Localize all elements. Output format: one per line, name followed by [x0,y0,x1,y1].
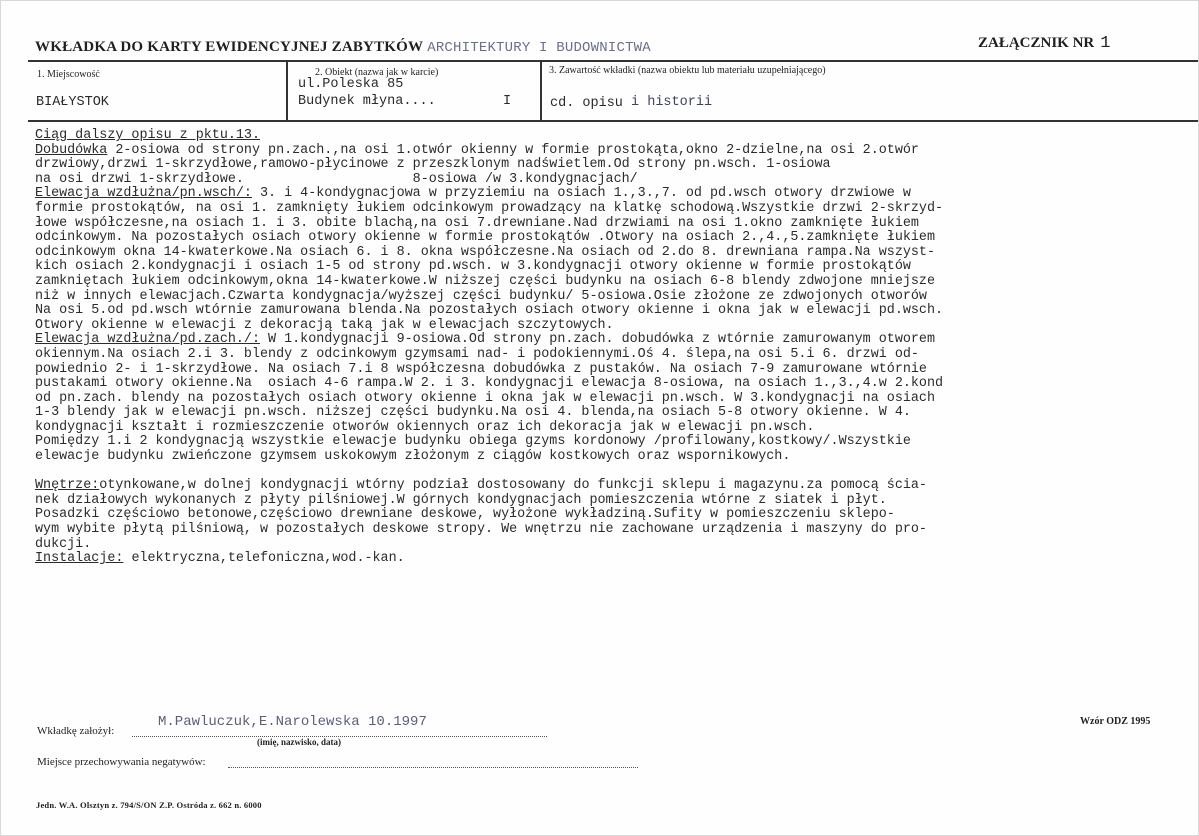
description-line: niż w innych elewacjach.Czwarta kondygnacja/wyższej części budynku/ 5-osiowa.Osie złożone ze zdwojonych otworów [35,288,927,304]
description-line: Ciąg dalszy opisu z pktu.13. [35,128,260,143]
description-line: powiednio 2- i 1-skrzydłowe. Na osiach 7.i 8 współczesna dobudówka z pustaków. Na osiach 7-9 zamurowane wtórnie [35,361,927,377]
description-body [35,129,943,567]
description-line: Pomiędzy 1.i 2 kondygnacją wszystkie elewacje budynku obiega gzyms kordonowy /profilowany,kostkowy/.Wszystkie [35,434,911,450]
negatives-location-label: Miejsce przechowywania negatywów: [37,756,206,768]
description-line: drzwiowy,drzwi 1-skrzydłowe,ramowo-płycinowe z przeszklonym nadświetlem.Od strony pn.wsch. 1-osiowa [35,157,831,173]
content-value [550,96,712,111]
description-line: odcinkowym. Na pozostałych osiach otwory okienne w formie prostokątów .Otwory na osiach 2.,4.,5.zamknięte łukiem [35,230,935,246]
form-code: Wzór ODZ 1995 [1080,716,1151,727]
description-line: odcinkowym okna 14-kwaterkowe.Na osiach 6. i 8. okna współczesne.Na osiach od 2.do 8. drewniana rampa.Na wszyst- [35,244,935,260]
description-line: zamkniętach łukiem odcinkowym,okna 14-kwaterkowe.W niższej części budynku na osiach 6-8 blendy zdwojone mniejsze [35,273,935,289]
printer-info: Jedn. W.A. Olsztyn z. 794/S/ON Z.P. Ostróda z. 662 n. 6000 [36,800,262,810]
description-line: Elewacja wzdłużna/pn.wsch/: 3. i 4-kondygnacjowa w przyziemiu na osiach 1.,3.,7. od pd.wsch otwory drzwiowe w [35,186,911,202]
locality-label: 1. Miejscowość [37,69,100,80]
description-line: wym wybite płytą pilśniową, w pozostałych deskowe stropy. We wnętrzu nie zachowane urządzenia i maszyny do pro- [35,522,927,538]
description-line: na osi drzwi 1-skrzydłowe. 8-osiowa /w 3.kondygnacjach/ [35,171,638,187]
column-divider-2 [540,60,542,121]
header-rule-top [28,60,1198,62]
attachment-label: ZAŁĄCZNIK NR [978,35,1095,51]
attachment-number [978,34,1110,53]
content-value-extra: i historii [631,95,713,110]
created-by-label: Wkładkę założył: [37,725,115,737]
description-line: 1-3 blendy jak w elewacji pn.wsch. niższej części budynku.Na osi 4. blenda,na osiach 5-8 otwory okienne. W 4. [35,405,911,421]
object-address: ul.Poleska 85 [298,77,404,92]
description-line: okiennym.Na osiach 2.i 3. blendy z odcinkowym gzymsami nad- i podokiennymi.Oś 4. ślepa,na osi 5.i 6. drzwi od- [35,346,919,362]
description-line: elewacje budynku zwieńczone gzymsem uskokowym złożonym z ciągów kostkowych oraz wspornikowych. [35,449,791,465]
description-line: Posadzki częściowo betonowe,częściowo drewniane deskowe, wyłożone wykładziną.Sufity w pomieszczeniu sklepo- [35,507,895,523]
description-line: nek działowych wykonanych z płyty pilśniowej.W górnych kondygnacjach pomieszczenia wtórne z siatek i płyt. [35,492,887,508]
locality-value: BIAŁYSTOK [36,95,109,110]
form-title [35,39,651,56]
object-label: 2. Obiekt (nazwa jak w karcie) [315,67,439,78]
object-name: Budynek młyna.... [298,94,436,109]
description-line: dukcji. [35,536,92,552]
content-label: 3. Zawartość wkładki (nazwa obiektu lub materiału uzupełniającego) [549,65,826,76]
description-line: formie prostokątów, na osi 1. zamknięty łukiem odcinkowym prowadzący na klatkę schodową.Wszystkie drzwi 2-skrzyd- [35,200,944,216]
description-line: Instalacje: elektryczna,telefoniczna,wod.-kan. [35,551,405,567]
attachment-number-value: 1 [1100,34,1111,53]
description-line: od pn.zach. blendy na pozostałych osiach otwory okienne i okna jak w elewacji pn.wsch. W 3.kondygnacji na osiach [35,390,935,406]
created-by-value: M.Pawluczuk,E.Narolewska 10.1997 [158,714,427,730]
column-divider-1 [286,60,288,121]
form-title-printed: WKŁADKA DO KARTY EWIDENCYJNEJ ZABYTKÓW [35,39,424,55]
content-value-main: cd. opisu [550,96,623,111]
created-by-hint: (imię, nazwisko, data) [257,737,341,747]
object-numeral: I [503,94,512,109]
description-line: Dobudówka 2-osiowa od strony pn.zach.,na osi 1.otwór okienny w formie prostokąta,okno 2-dzielne,na osi 2.otwór [35,142,919,158]
description-line: łowe współczesne,na osiach 1. i 3. obite blachą,na osi 7.drewniane.Nad drzwiami na osi 1.okno zamknięte łukiem [35,215,919,231]
description-line: Otwory okienne w elewacji z dekoracją taką jak w elewacjach szczytowych. [35,317,614,333]
header-rule-bottom [28,120,1198,122]
description-line: pustakami otwory okienne.Na osiach 4-6 rampa.W 2. i 3. kondygnacji elewacja 8-osiowa, na osiach 1.,3.,4.w 2.kond [35,376,944,392]
description-line: Na osi 5.od pd.wsch wtórnie zamurowana blenda.Na pozostałych osiach otwory okienne i okna jak w elewacji pd.wsch. [35,303,944,319]
negatives-location-line [228,767,638,768]
description-line: Wnętrze:otynkowane,w dolnej kondygnacji wtórny podział dostosowany do funkcji sklepu i magazynu.za pomocą ścia- [35,478,927,494]
description-line: kich osiach 2.kondygnacji i osiach 1-5 od strony pd.wsch. w 3.kondygnacji otwory okienne w formie prostokątów [35,259,911,275]
description-line: Elewacja wzdłużna/pd.zach./: W 1.kondygnacji 9-osiowa.Od strony pn.zach. dobudówka z wtórnie zamurowanym otworem [35,332,935,348]
form-title-typed: ARCHITEKTURY I BUDOWNICTWA [427,40,651,56]
description-line [35,465,943,480]
description-line: kondygnacji kształt i rozmieszczenie otworów okiennych oraz ich dekoracja jak w elewacji pn.wsch. [35,419,815,435]
